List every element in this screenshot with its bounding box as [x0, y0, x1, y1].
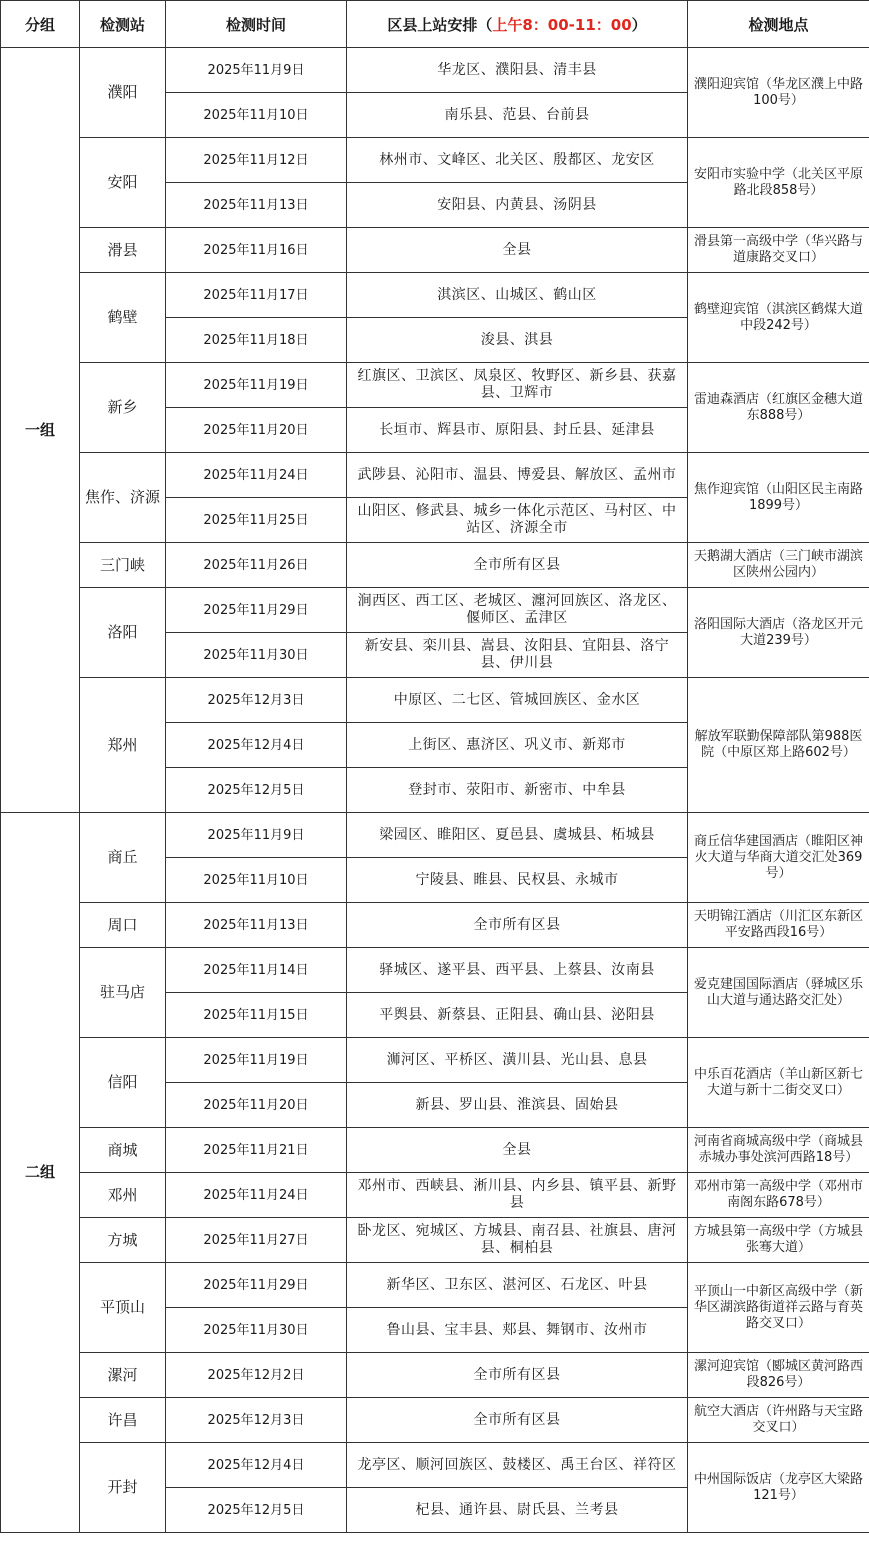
table-row	[1, 1038, 869, 1083]
station-cell: 濮阳	[80, 48, 166, 138]
date-cell: 2025年11月10日	[166, 93, 347, 138]
table-row	[1, 1353, 869, 1398]
areas-cell: 全县	[347, 1128, 688, 1173]
station-cell: 周口	[80, 903, 166, 948]
location-cell: 漯河迎宾馆（郾城区黄河路西段826号）	[688, 1353, 869, 1398]
areas-cell: 全市所有区县	[347, 903, 688, 948]
date-cell: 2025年11月19日	[166, 1038, 347, 1083]
station-cell: 安阳	[80, 138, 166, 228]
date-cell: 2025年11月29日	[166, 588, 347, 633]
station-cell: 方城	[80, 1218, 166, 1263]
header-location: 检测地点	[688, 1, 869, 48]
table-row	[1, 1218, 869, 1263]
date-cell: 2025年11月30日	[166, 1308, 347, 1353]
station-cell: 漯河	[80, 1353, 166, 1398]
areas-cell: 山阳区、修武县、城乡一体化示范区、马村区、中站区、济源全市	[347, 498, 688, 543]
location-cell: 河南省商城高级中学（商城县赤城办事处滨河西路18号）	[688, 1128, 869, 1173]
table-row	[1, 1398, 869, 1443]
date-cell: 2025年11月17日	[166, 273, 347, 318]
date-cell: 2025年11月15日	[166, 993, 347, 1038]
location-cell: 濮阳迎宾馆（华龙区濮上中路100号）	[688, 48, 869, 138]
areas-cell: 龙亭区、顺河回族区、鼓楼区、禹王台区、祥符区	[347, 1443, 688, 1488]
station-cell: 开封	[80, 1443, 166, 1533]
table-row	[1, 678, 869, 723]
areas-cell: 平舆县、新蔡县、正阳县、确山县、泌阳县	[347, 993, 688, 1038]
header-areas-suffix: ）	[631, 15, 647, 34]
table-row	[1, 588, 869, 633]
header-areas-time: 上午8：00-11：00	[492, 15, 632, 34]
table-row	[1, 138, 869, 183]
date-cell: 2025年12月4日	[166, 1443, 347, 1488]
station-cell: 商丘	[80, 813, 166, 903]
areas-cell: 登封市、荥阳市、新密市、中牟县	[347, 768, 688, 813]
location-cell: 航空大酒店（许州路与天宝路交叉口）	[688, 1398, 869, 1443]
table-row	[1, 48, 869, 93]
station-cell: 商城	[80, 1128, 166, 1173]
date-cell: 2025年11月9日	[166, 48, 347, 93]
date-cell: 2025年12月2日	[166, 1353, 347, 1398]
date-cell: 2025年11月13日	[166, 183, 347, 228]
header-station: 检测站	[80, 1, 166, 48]
location-cell: 焦作迎宾馆（山阳区民主南路1899号）	[688, 453, 869, 543]
table-row	[1, 453, 869, 498]
date-cell: 2025年11月21日	[166, 1128, 347, 1173]
table-row	[1, 813, 869, 858]
table-row	[1, 1128, 869, 1173]
schedule-body	[1, 48, 869, 1533]
station-cell: 鹤壁	[80, 273, 166, 363]
station-cell: 三门峡	[80, 543, 166, 588]
areas-cell: 长垣市、辉县市、原阳县、封丘县、延津县	[347, 408, 688, 453]
station-cell: 滑县	[80, 228, 166, 273]
areas-cell: 新安县、栾川县、嵩县、汝阳县、宜阳县、洛宁县、伊川县	[347, 633, 688, 678]
station-cell: 洛阳	[80, 588, 166, 678]
areas-cell: 卧龙区、宛城区、方城县、南召县、社旗县、唐河县、桐柏县	[347, 1218, 688, 1263]
areas-cell: 全市所有区县	[347, 543, 688, 588]
location-cell: 邓州市第一高级中学（邓州市南阁东路678号）	[688, 1173, 869, 1218]
date-cell: 2025年12月5日	[166, 768, 347, 813]
date-cell: 2025年11月10日	[166, 858, 347, 903]
date-cell: 2025年11月24日	[166, 453, 347, 498]
station-cell: 新乡	[80, 363, 166, 453]
date-cell: 2025年11月19日	[166, 363, 347, 408]
location-cell: 安阳市实验中学（北关区平原路北段858号）	[688, 138, 869, 228]
location-cell: 滑县第一高级中学（华兴路与道康路交叉口）	[688, 228, 869, 273]
location-cell: 商丘信华建国酒店（睢阳区神火大道与华商大道交汇处369号）	[688, 813, 869, 903]
date-cell: 2025年12月4日	[166, 723, 347, 768]
station-cell: 焦作、济源	[80, 453, 166, 543]
date-cell: 2025年11月26日	[166, 543, 347, 588]
location-cell: 方城县第一高级中学（方城县张骞大道）	[688, 1218, 869, 1263]
areas-cell: 宁陵县、睢县、民权县、永城市	[347, 858, 688, 903]
table-row	[1, 273, 869, 318]
areas-cell: 全市所有区县	[347, 1353, 688, 1398]
header-date: 检测时间	[166, 1, 347, 48]
areas-cell: 安阳县、内黄县、汤阴县	[347, 183, 688, 228]
table-row	[1, 903, 869, 948]
date-cell: 2025年11月29日	[166, 1263, 347, 1308]
station-cell: 郑州	[80, 678, 166, 813]
date-cell: 2025年11月20日	[166, 1083, 347, 1128]
areas-cell: 杞县、通许县、尉氏县、兰考县	[347, 1488, 688, 1533]
areas-cell: 南乐县、范县、台前县	[347, 93, 688, 138]
date-cell: 2025年11月27日	[166, 1218, 347, 1263]
areas-cell: 新华区、卫东区、湛河区、石龙区、叶县	[347, 1263, 688, 1308]
group-cell: 二组	[1, 813, 80, 1533]
date-cell: 2025年11月13日	[166, 903, 347, 948]
areas-cell: 新县、罗山县、淮滨县、固始县	[347, 1083, 688, 1128]
header-areas-prefix: 区县上站安排（	[387, 15, 493, 34]
areas-cell: 中原区、二七区、管城回族区、金水区	[347, 678, 688, 723]
areas-cell: 鲁山县、宝丰县、郏县、舞钢市、汝州市	[347, 1308, 688, 1353]
areas-cell: 浉河区、平桥区、潢川县、光山县、息县	[347, 1038, 688, 1083]
areas-cell: 红旗区、卫滨区、凤泉区、牧野区、新乡县、获嘉县、卫辉市	[347, 363, 688, 408]
date-cell: 2025年12月3日	[166, 678, 347, 723]
areas-cell: 全市所有区县	[347, 1398, 688, 1443]
location-cell: 解放军联勤保障部队第988医院（中原区郑上路602号）	[688, 678, 869, 813]
areas-cell: 驿城区、遂平县、西平县、上蔡县、汝南县	[347, 948, 688, 993]
table-row	[1, 228, 869, 273]
table-row	[1, 1173, 869, 1218]
areas-cell: 邓州市、西峡县、淅川县、内乡县、镇平县、新野县	[347, 1173, 688, 1218]
location-cell: 中乐百花酒店（羊山新区新七大道与新十二街交叉口）	[688, 1038, 869, 1128]
date-cell: 2025年11月16日	[166, 228, 347, 273]
header-areas	[347, 1, 688, 48]
date-cell: 2025年11月25日	[166, 498, 347, 543]
header-group: 分组	[1, 1, 80, 48]
date-cell: 2025年11月20日	[166, 408, 347, 453]
table-row	[1, 1443, 869, 1488]
date-cell: 2025年11月12日	[166, 138, 347, 183]
date-cell: 2025年11月14日	[166, 948, 347, 993]
areas-cell: 全县	[347, 228, 688, 273]
date-cell: 2025年11月30日	[166, 633, 347, 678]
station-cell: 邓州	[80, 1173, 166, 1218]
date-cell: 2025年12月5日	[166, 1488, 347, 1533]
station-cell: 驻马店	[80, 948, 166, 1038]
station-cell: 许昌	[80, 1398, 166, 1443]
date-cell: 2025年11月24日	[166, 1173, 347, 1218]
table-row	[1, 1263, 869, 1308]
station-cell: 信阳	[80, 1038, 166, 1128]
areas-cell: 武陟县、沁阳市、温县、博爱县、解放区、孟州市	[347, 453, 688, 498]
date-cell: 2025年11月9日	[166, 813, 347, 858]
location-cell: 爱克建国国际酒店（驿城区乐山大道与通达路交汇处）	[688, 948, 869, 1038]
location-cell: 平顶山一中新区高级中学（新华区湖滨路街道祥云路与育英路交叉口）	[688, 1263, 869, 1353]
areas-cell: 淇滨区、山城区、鹤山区	[347, 273, 688, 318]
areas-cell: 上街区、惠济区、巩义市、新郑市	[347, 723, 688, 768]
date-cell: 2025年11月18日	[166, 318, 347, 363]
areas-cell: 林州市、文峰区、北关区、殷都区、龙安区	[347, 138, 688, 183]
areas-cell: 涧西区、西工区、老城区、瀍河回族区、洛龙区、偃师区、孟津区	[347, 588, 688, 633]
header-row	[1, 1, 869, 48]
areas-cell: 浚县、淇县	[347, 318, 688, 363]
areas-cell: 华龙区、濮阳县、清丰县	[347, 48, 688, 93]
location-cell: 雷迪森酒店（红旗区金穗大道东888号）	[688, 363, 869, 453]
location-cell: 鹤壁迎宾馆（淇滨区鹤煤大道中段242号）	[688, 273, 869, 363]
location-cell: 天鹅湖大酒店（三门峡市湖滨区陕州公园内）	[688, 543, 869, 588]
table-row	[1, 543, 869, 588]
location-cell: 中州国际饭店（龙亭区大梁路121号）	[688, 1443, 869, 1533]
group-cell: 一组	[1, 48, 80, 813]
station-cell: 平顶山	[80, 1263, 166, 1353]
date-cell: 2025年12月3日	[166, 1398, 347, 1443]
location-cell: 洛阳国际大酒店（洛龙区开元大道239号）	[688, 588, 869, 678]
table-row	[1, 363, 869, 408]
location-cell: 天明锦江酒店（川汇区东新区平安路西段16号）	[688, 903, 869, 948]
areas-cell: 梁园区、睢阳区、夏邑县、虞城县、柘城县	[347, 813, 688, 858]
table-row	[1, 948, 869, 993]
